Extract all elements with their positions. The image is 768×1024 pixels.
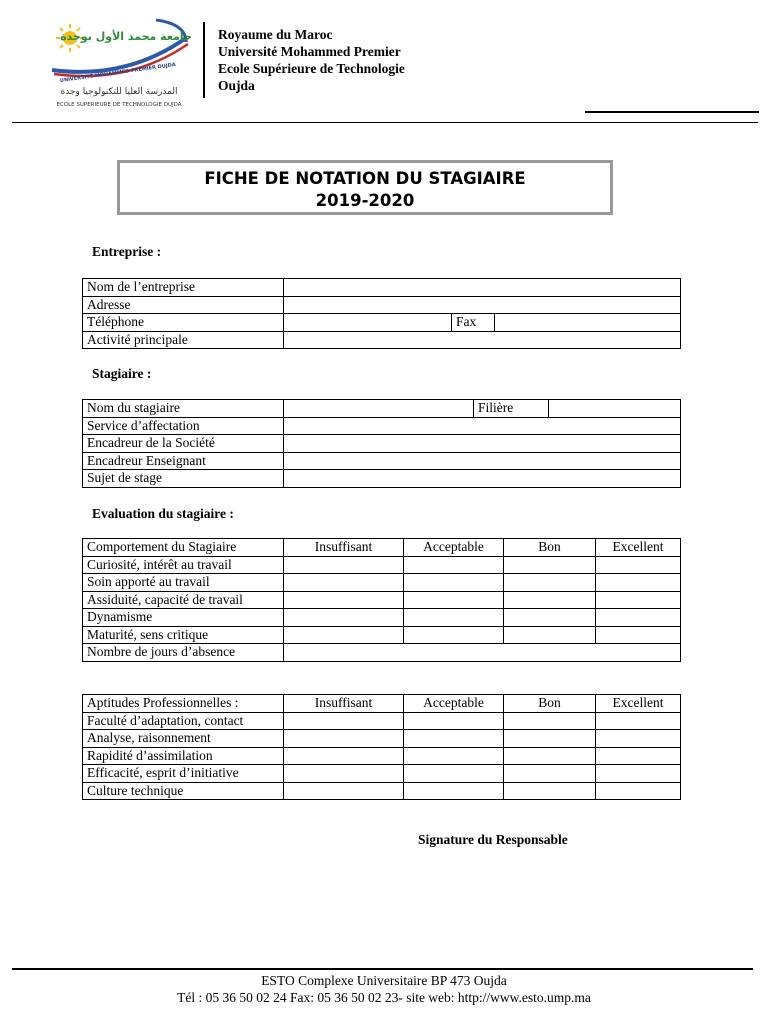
table-row — [83, 730, 681, 748]
form-year: 2019-2020 — [315, 191, 415, 210]
criterion-label: Rapidité d’assimilation — [83, 747, 284, 765]
rating-cell[interactable] — [596, 747, 681, 765]
rating-cell[interactable] — [596, 626, 681, 644]
field-absence-days[interactable] — [284, 644, 681, 662]
table-row — [83, 747, 681, 765]
table-row — [83, 712, 681, 730]
behavior-table — [82, 538, 681, 662]
criterion-label: Efficacité, esprit d’initiative — [83, 765, 284, 783]
field-intern-name[interactable] — [284, 400, 474, 418]
rating-good: Bon — [504, 539, 596, 557]
rating-insufficient: Insuffisant — [284, 695, 404, 713]
label-teacher-supervisor: Encadreur Enseignant — [83, 452, 284, 470]
footer-contact: Tél : 05 36 50 02 24 Fax: 05 36 50 02 23- site web: http://www.esto.ump.ma — [177, 990, 591, 1005]
rating-acceptable: Acceptable — [404, 539, 504, 557]
rating-cell[interactable] — [404, 591, 504, 609]
table-row — [83, 609, 681, 627]
school-caption: ECOLE SUPERIEURE DE TECHNOLOGIE OUJDA — [56, 102, 182, 108]
aptitudes-table — [82, 694, 681, 800]
rating-cell[interactable] — [404, 712, 504, 730]
signature-label: Signature du Responsable — [418, 832, 568, 847]
rating-cell[interactable] — [596, 574, 681, 592]
label-company-name: Nom de l’entreprise — [83, 279, 284, 297]
criterion-label: Dynamisme — [83, 609, 284, 627]
rating-cell[interactable] — [596, 591, 681, 609]
footer-rule — [12, 968, 753, 970]
criterion-label: Maturité, sens critique — [83, 626, 284, 644]
table-row — [83, 470, 681, 488]
rating-cell[interactable] — [504, 609, 596, 627]
table-row — [83, 626, 681, 644]
criterion-label: Analyse, raisonnement — [83, 730, 284, 748]
table-row — [83, 556, 681, 574]
label-address: Adresse — [83, 296, 284, 314]
rating-excellent: Excellent — [596, 695, 681, 713]
rating-cell[interactable] — [504, 747, 596, 765]
criterion-label: Soin apporté au travail — [83, 574, 284, 592]
org-line-school: Ecole Supérieure de Technologie — [218, 61, 405, 76]
header-rule-thick — [585, 111, 759, 113]
field-company-name[interactable] — [284, 279, 681, 297]
rating-cell[interactable] — [504, 730, 596, 748]
rating-cell[interactable] — [404, 556, 504, 574]
entreprise-table — [82, 278, 681, 349]
label-intern-name: Nom du stagiaire — [83, 400, 284, 418]
rating-cell[interactable] — [404, 609, 504, 627]
table-header-row — [83, 695, 681, 713]
org-line-city: Oujda — [218, 78, 255, 93]
label-phone: Téléphone — [83, 314, 284, 332]
criterion-label: Curiosité, intérêt au travail — [83, 556, 284, 574]
rating-cell[interactable] — [284, 591, 404, 609]
rating-cell[interactable] — [404, 626, 504, 644]
table-row — [83, 331, 681, 349]
rating-cell[interactable] — [284, 556, 404, 574]
table-row — [83, 296, 681, 314]
rating-cell[interactable] — [404, 747, 504, 765]
field-company-supervisor[interactable] — [284, 435, 681, 453]
table-row — [83, 417, 681, 435]
arabic-school: المدرسة العليا للتكنولوجيا وجدة — [60, 87, 178, 97]
rating-cell[interactable] — [504, 591, 596, 609]
field-address[interactable] — [284, 296, 681, 314]
rating-cell[interactable] — [284, 574, 404, 592]
rating-cell[interactable] — [596, 730, 681, 748]
org-line-kingdom: Royaume du Maroc — [218, 27, 333, 42]
field-teacher-supervisor[interactable] — [284, 452, 681, 470]
rating-cell[interactable] — [284, 712, 404, 730]
rating-cell[interactable] — [404, 574, 504, 592]
form-title-box — [117, 160, 613, 215]
label-program: Filière — [474, 400, 549, 418]
table-row — [83, 314, 681, 332]
table-row — [83, 782, 681, 800]
stagiaire-table — [82, 399, 681, 488]
table-row — [83, 644, 681, 662]
label-service: Service d’affectation — [83, 417, 284, 435]
footer — [0, 972, 768, 1006]
rating-cell[interactable] — [504, 574, 596, 592]
behavior-title: Comportement du Stagiaire — [83, 539, 284, 557]
table-row — [83, 765, 681, 783]
rating-cell[interactable] — [284, 782, 404, 800]
rating-cell[interactable] — [284, 765, 404, 783]
rating-cell[interactable] — [504, 626, 596, 644]
table-row — [83, 279, 681, 297]
table-row — [83, 574, 681, 592]
rating-cell[interactable] — [504, 765, 596, 783]
rating-cell[interactable] — [404, 765, 504, 783]
rating-acceptable: Acceptable — [404, 695, 504, 713]
rating-good: Bon — [504, 695, 596, 713]
table-row — [83, 435, 681, 453]
form-title: FICHE DE NOTATION DU STAGIAIRE — [204, 169, 526, 188]
label-company-supervisor: Encadreur de la Société — [83, 435, 284, 453]
footer-address: ESTO Complexe Universitaire BP 473 Oujda — [261, 973, 507, 988]
criterion-label: Faculté d’adaptation, contact — [83, 712, 284, 730]
rating-cell[interactable] — [596, 609, 681, 627]
label-fax: Fax — [452, 314, 495, 332]
section-heading-stagiaire: Stagiaire : — [92, 366, 152, 381]
institution-block — [218, 26, 405, 94]
rating-cell[interactable] — [284, 626, 404, 644]
university-logo — [46, 18, 192, 108]
criterion-label: Assiduité, capacité de travail — [83, 591, 284, 609]
org-line-university: Université Mohammed Premier — [218, 44, 401, 59]
rating-insufficient: Insuffisant — [284, 539, 404, 557]
rating-cell[interactable] — [404, 730, 504, 748]
absence-label: Nombre de jours d’absence — [83, 644, 284, 662]
table-row — [83, 452, 681, 470]
label-topic: Sujet de stage — [83, 470, 284, 488]
rating-cell[interactable] — [596, 765, 681, 783]
table-row — [83, 591, 681, 609]
aptitudes-title: Aptitudes Professionnelles : — [83, 695, 284, 713]
field-activity[interactable] — [284, 331, 681, 349]
latin-name: UNIVERSITE MOHAMMED PREMIER OUJDA — [59, 61, 177, 85]
rating-cell[interactable] — [284, 609, 404, 627]
section-heading-evaluation: Evaluation du stagiaire : — [92, 506, 234, 521]
field-program[interactable] — [549, 400, 681, 418]
rating-cell[interactable] — [504, 556, 596, 574]
rating-cell[interactable] — [284, 730, 404, 748]
field-phone[interactable] — [284, 314, 452, 332]
header-divider — [203, 22, 205, 98]
header-rule — [12, 122, 758, 123]
rating-cell[interactable] — [596, 782, 681, 800]
rating-cell[interactable] — [596, 712, 681, 730]
rating-cell[interactable] — [596, 556, 681, 574]
rating-cell[interactable] — [504, 712, 596, 730]
field-topic[interactable] — [284, 470, 681, 488]
section-heading-entreprise: Entreprise : — [92, 244, 162, 259]
rating-cell[interactable] — [504, 782, 596, 800]
table-header-row — [83, 539, 681, 557]
label-activity: Activité principale — [83, 331, 284, 349]
table-row — [83, 400, 681, 418]
arabic-name: جامعة محمد الأول بوجدة — [60, 30, 192, 43]
rating-excellent: Excellent — [596, 539, 681, 557]
field-fax[interactable] — [495, 314, 681, 332]
criterion-label: Culture technique — [83, 782, 284, 800]
field-service[interactable] — [284, 417, 681, 435]
rating-cell[interactable] — [284, 747, 404, 765]
rating-cell[interactable] — [404, 782, 504, 800]
